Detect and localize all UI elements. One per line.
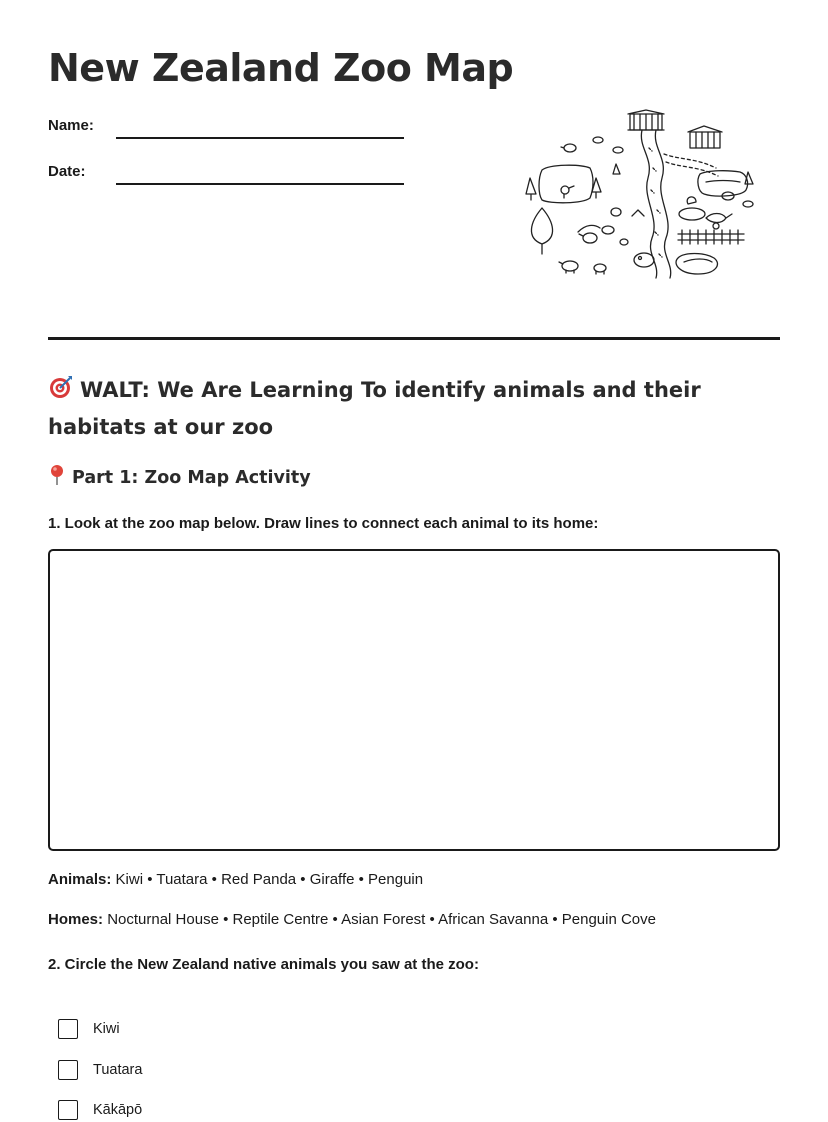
nocturnal-house-icon bbox=[688, 126, 722, 148]
section-divider bbox=[48, 337, 780, 340]
tree-icon bbox=[531, 208, 552, 254]
question-1: 1. Look at the zoo map below. Draw lines to connect each animal to its home: bbox=[48, 515, 599, 532]
option-kiwi[interactable] bbox=[58, 1017, 120, 1041]
walt-heading bbox=[48, 372, 788, 446]
map-pin-icon bbox=[48, 464, 66, 486]
question-2: 2. Circle the New Zealand native animals you saw at the zoo: bbox=[48, 956, 479, 973]
bird-enclosure-icon bbox=[526, 165, 601, 203]
name-label: Name: bbox=[48, 117, 94, 134]
option-kakapo[interactable] bbox=[58, 1098, 142, 1122]
option-label: Kiwi bbox=[93, 1021, 120, 1037]
part1-heading bbox=[48, 464, 311, 488]
kiwi-checkbox[interactable] bbox=[58, 1019, 78, 1039]
animals-label: Animals: bbox=[48, 871, 112, 888]
homes-label: Homes: bbox=[48, 911, 104, 928]
kakapo-checkbox[interactable] bbox=[58, 1100, 78, 1120]
homes-line bbox=[48, 911, 656, 928]
penguin-pond-icon bbox=[676, 254, 717, 275]
homes-list: Nocturnal House • Reptile Centre • Asian Forest • African Savanna • Penguin Cove bbox=[107, 911, 656, 928]
walt-text: WALT: We Are Learning To identify animals and their habitats at our zoo bbox=[48, 378, 701, 439]
target-dart-icon bbox=[48, 374, 74, 400]
part1-text: Part 1: Zoo Map Activity bbox=[72, 468, 311, 488]
drawing-area[interactable] bbox=[48, 549, 780, 851]
oval-pool-icon bbox=[679, 208, 705, 220]
zoo-map-illustration bbox=[520, 108, 762, 284]
option-tuatara[interactable] bbox=[58, 1058, 142, 1082]
date-field[interactable] bbox=[116, 183, 404, 185]
entrance-house-icon bbox=[628, 110, 664, 130]
fence-icon bbox=[678, 230, 744, 244]
tuatara-checkbox[interactable] bbox=[58, 1060, 78, 1080]
animals-list: Kiwi • Tuatara • Red Panda • Giraffe • Penguin bbox=[115, 871, 424, 888]
name-field[interactable] bbox=[116, 137, 404, 139]
date-label: Date: bbox=[48, 163, 86, 180]
option-label: Tuatara bbox=[93, 1062, 143, 1078]
animals-line bbox=[48, 871, 423, 888]
option-label: Kākāpō bbox=[93, 1102, 143, 1118]
animal-icons bbox=[559, 137, 753, 274]
page-title: New Zealand Zoo Map bbox=[48, 46, 514, 90]
